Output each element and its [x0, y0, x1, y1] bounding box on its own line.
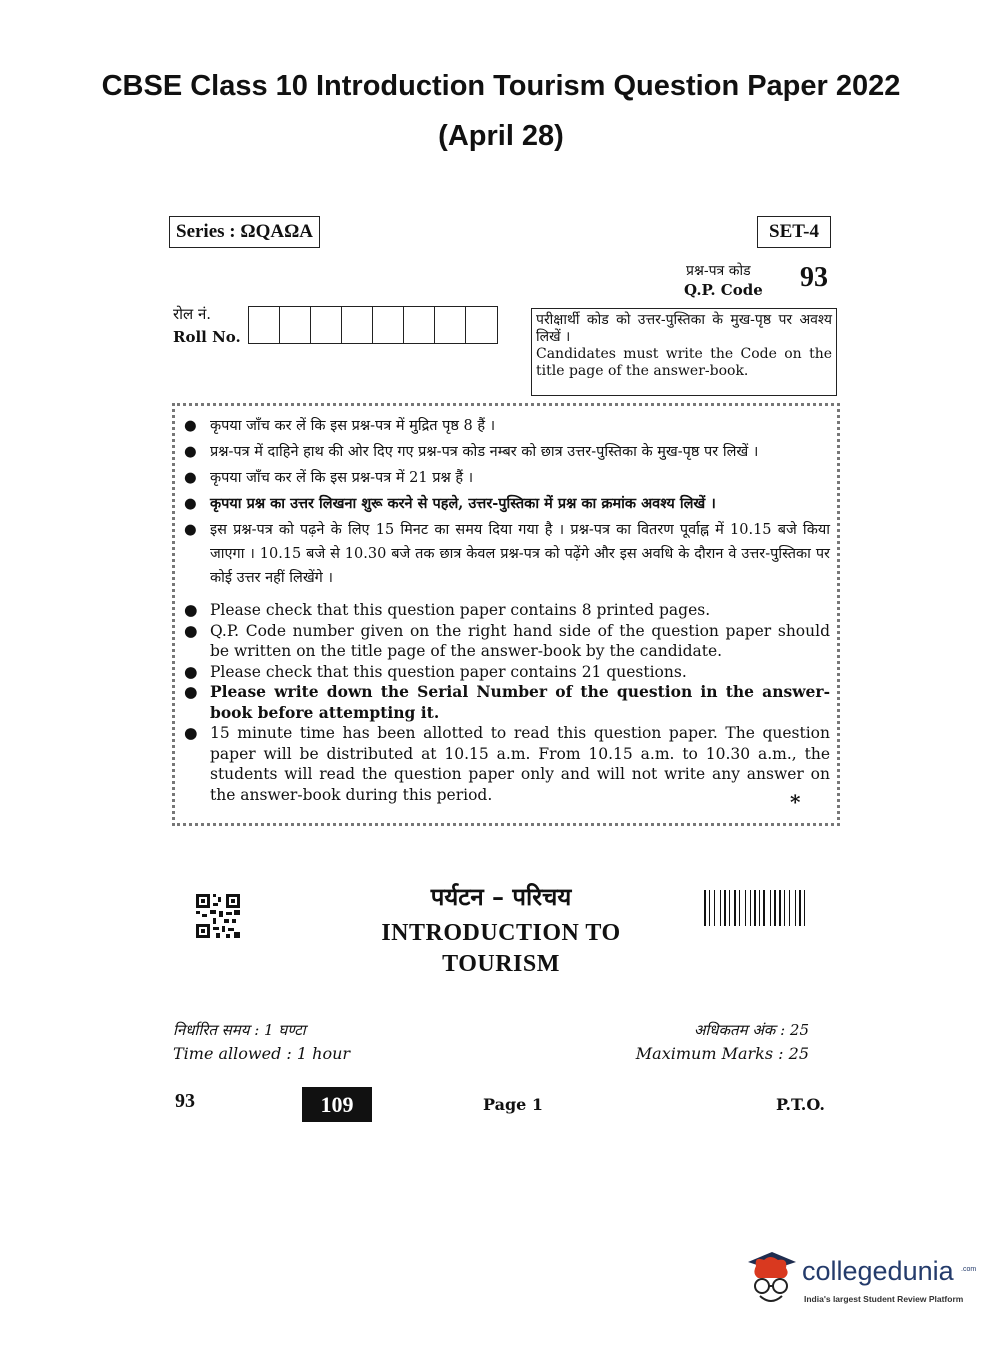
subject-title-hindi: पर्यटन – परिचय	[430, 882, 572, 911]
logo-suffix: .com	[961, 1266, 977, 1273]
star-mark: *	[790, 790, 801, 814]
instruction-text: कृपया जाँच कर लें कि इस प्रश्न-पत्र में मुद्रित पृष्ठ 8 हैं ।	[210, 418, 496, 434]
maximum-marks: Maximum Marks : 25	[635, 1044, 809, 1063]
list-item	[180, 414, 830, 438]
candidate-note-box	[531, 308, 837, 396]
roll-cell	[466, 307, 497, 343]
instructions-hindi	[180, 414, 830, 592]
list-item	[180, 518, 830, 590]
list-item	[180, 723, 830, 805]
instruction-text: 15 minute time has been allotted to read this question paper. The question paper will be distributed at 10.15 a.m. From 10.15 a.m. to 10.30 a.m., the students will read the question paper only and will not write any answer on the answer-book during this period.	[210, 724, 830, 804]
instruction-text: Please check that this question paper contains 8 printed pages.	[210, 601, 711, 619]
bullet-icon: ●	[184, 621, 198, 640]
list-item	[180, 662, 830, 683]
collegedunia-logo	[742, 1248, 977, 1312]
maximum-marks-hindi: अधिकतम अंक : 25	[693, 1021, 809, 1039]
instruction-text: प्रश्न-पत्र में दाहिने हाथ की ओर दिए गए प्रश्न-पत्र कोड नम्बर को छात्र उत्तर-पुस्तिका के मुख-पृष्ठ पर लिखें ।	[210, 444, 759, 460]
instruction-text: कृपया प्रश्न का उत्तर लिखना शुरू करने से पहले, उत्तर-पुस्तिका में प्रश्न का क्रमांक अवश्य लिखें ।	[210, 495, 716, 512]
bullet-icon: ●	[184, 495, 197, 512]
list-item	[180, 492, 830, 516]
subject-title-line: INTRODUCTION TO	[381, 920, 621, 946]
instruction-text: कृपया जाँच कर लें कि इस प्रश्न-पत्र में 21 प्रश्न हैं ।	[210, 470, 474, 486]
instruction-text: इस प्रश्न-पत्र को पढ़ने के लिए 15 मिनट का समय दिया गया है । प्रश्न-पत्र का वितरण पूर्वाह्न में 10.15 बजे किया जाएगा । 10.15 बजे से 10.30 बजे तक छात्र केवल प्रश्न-पत्र को पढ़ेंगे और इस अवधि के दौरान वे उत्तर-पुस्तिका पर कोई उत्तर नहीं लिखेंगे ।	[210, 522, 830, 586]
footer-code: 93	[175, 1090, 195, 1112]
list-item	[180, 440, 830, 464]
instruction-text: Please check that this question paper contains 21 questions.	[210, 662, 687, 681]
roll-cell	[404, 307, 435, 343]
page-number: Page 1	[483, 1095, 544, 1114]
logo-tagline: India's largest Student Review Platform	[804, 1294, 964, 1304]
roll-label-hindi: रोल नं.	[173, 305, 212, 323]
bullet-icon: ●	[184, 682, 198, 701]
instruction-text: Q.P. Code number given on the right hand side of the question paper should be written on the title page of the answer-book by the candidate.	[210, 621, 830, 660]
qp-code-label: Q.P. Code	[684, 281, 763, 299]
bullet-icon: ●	[184, 724, 198, 742]
roll-number-boxes	[248, 306, 498, 344]
bullet-icon: ●	[184, 522, 197, 538]
qp-code-value: 93	[800, 262, 828, 293]
list-item	[180, 621, 830, 662]
subject-title-english	[0, 918, 1002, 980]
roll-cell	[435, 307, 466, 343]
roll-cell	[373, 307, 404, 343]
bullet-icon: ●	[184, 418, 197, 434]
series-label: Series : ΩQAΩA	[169, 216, 320, 248]
collegedunia-logo-icon	[742, 1248, 800, 1310]
document-title: CBSE Class 10 Introduction Tourism Question Paper 2022	[101, 70, 901, 102]
time-allowed-hindi: निर्धारित समय : 1 घण्टा	[173, 1021, 306, 1039]
set-label: SET-4	[757, 216, 831, 248]
barcode-icon	[704, 890, 828, 926]
qp-code-label-hindi: प्रश्न-पत्र कोड	[686, 263, 751, 279]
roll-cell	[249, 307, 280, 343]
roll-cell	[342, 307, 373, 343]
footer-number-box: 109	[302, 1087, 372, 1122]
bullet-icon: ●	[184, 662, 198, 681]
candidate-note-hindi: परीक्षार्थी कोड को उत्तर-पुस्तिका के मुख-पृष्ठ पर अवश्य लिखें ।	[536, 312, 832, 345]
list-item	[180, 600, 830, 621]
logo-name: collegedunia	[802, 1256, 954, 1286]
bullet-icon: ●	[184, 470, 197, 486]
subject-title-line: TOURISM	[442, 951, 560, 977]
instructions-english	[180, 600, 830, 805]
pto-label: P.T.O.	[776, 1095, 825, 1114]
list-item	[180, 682, 830, 723]
bullet-icon: ●	[184, 601, 198, 619]
roll-cell	[311, 307, 342, 343]
instruction-text: Please write down the Serial Number of the question in the answer-book before attempting it.	[210, 682, 830, 722]
candidate-note-english: Candidates must write the Code on the title page of the answer-book.	[536, 346, 832, 379]
time-allowed: Time allowed : 1 hour	[173, 1044, 351, 1063]
roll-label: Roll No.	[173, 328, 241, 346]
roll-cell	[280, 307, 311, 343]
bullet-icon: ●	[184, 444, 197, 460]
document-subtitle: (April 28)	[438, 120, 564, 152]
list-item	[180, 466, 830, 490]
